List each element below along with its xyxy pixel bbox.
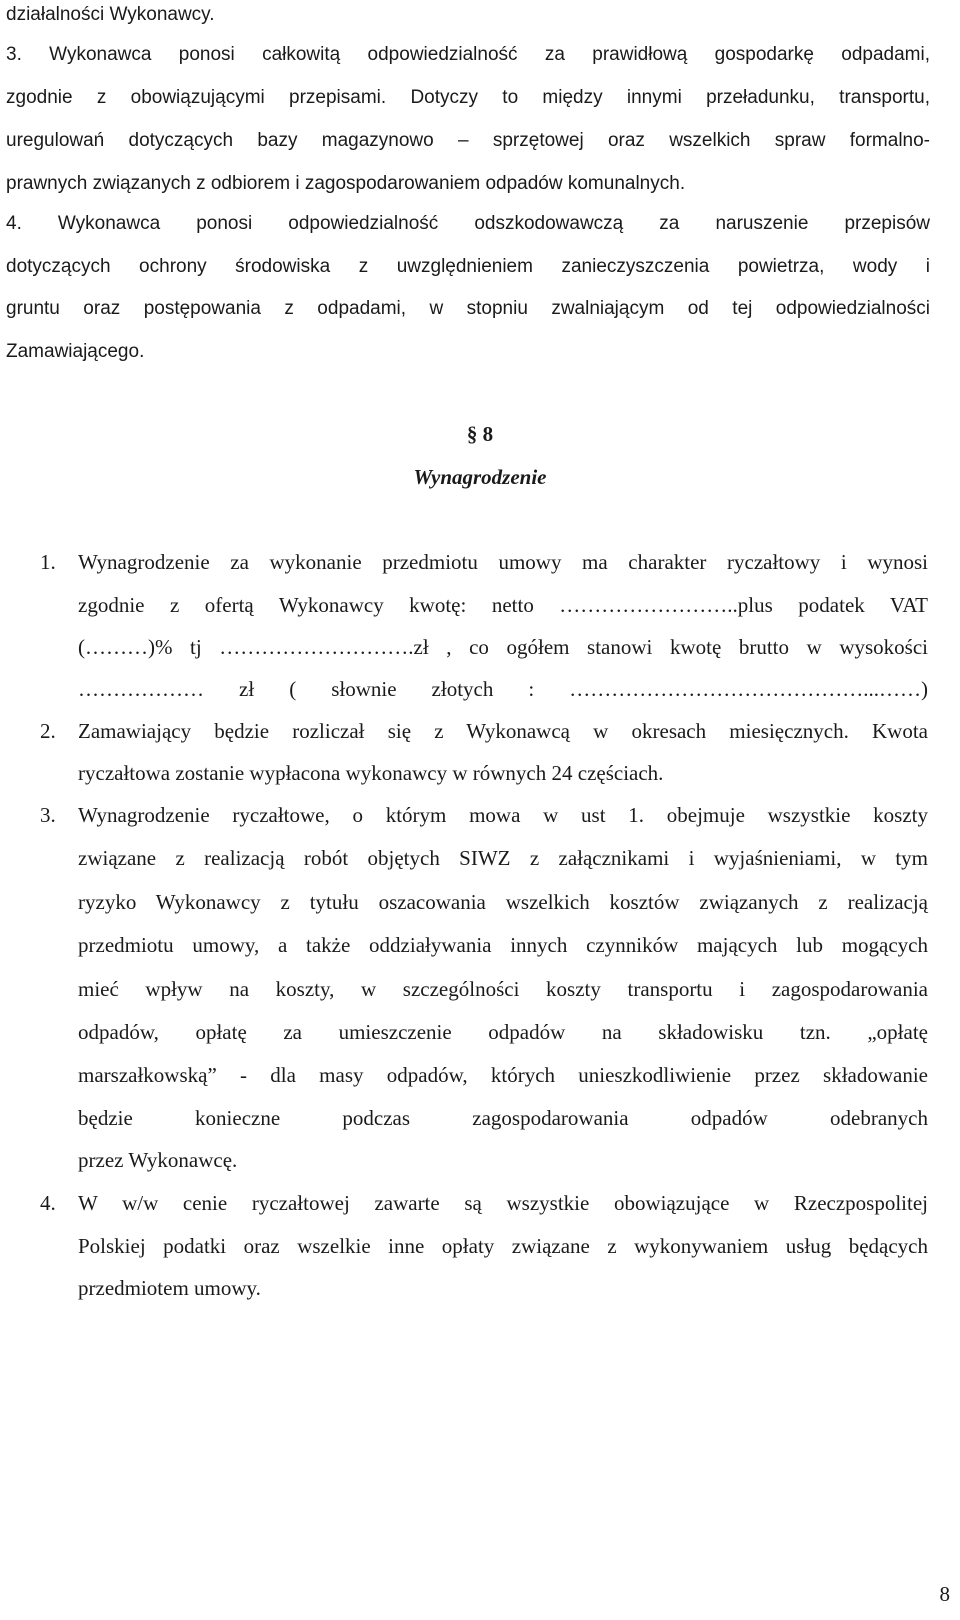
text-line: ……………… zł ( słownie złotych : ……………………………………...……) — [78, 677, 928, 701]
text-line: 3. Wykonawca ponosi całkowitą odpowiedzialność za prawidłową gospodarkę odpadami, — [6, 44, 930, 65]
text-line: zgodnie z ofertą Wykonawcy kwotę: netto ……………………..plus podatek VAT — [78, 593, 928, 617]
text-line: dotyczących ochrony środowiska z uwzględnieniem zanieczyszczenia powietrza, wody i — [6, 256, 930, 277]
text-line: przedmiotem umowy. — [78, 1276, 261, 1300]
text-line: ryzyko Wykonawcy z tytułu oszacowania wszelkich kosztów związanych z realizacją — [78, 890, 928, 914]
text-line: Wynagrodzenie ryczałtowe, o którym mowa w ust 1. obejmuje wszystkie koszty — [78, 803, 928, 827]
text-line: przedmiotu umowy, a także oddziaływania innych czynników mających lub mogących — [78, 933, 928, 957]
text-line: ryczałtowa zostanie wypłacona wykonawcy w równych 24 częściach. — [78, 761, 664, 785]
page-number: 8 — [939, 1582, 950, 1606]
text-line: W w/w cenie ryczałtowej zawarte są wszystkie obowiązujące w Rzeczpospolitej — [78, 1191, 928, 1215]
text-line: działalności Wykonawcy. — [6, 4, 215, 25]
text-line: 4. Wykonawca ponosi odpowiedzialność odszkodowawczą za naruszenie przepisów — [6, 213, 930, 234]
item-number: 4. — [40, 1191, 56, 1215]
section-title: Wynagrodzenie — [413, 465, 547, 489]
text-line: Polskiej podatki oraz wszelkie inne opłaty związane z wykonywaniem usług będących — [78, 1234, 928, 1258]
section-number: § 8 — [466, 422, 494, 446]
text-line: marszałkowską” - dla masy odpadów, których unieszkodliwienie przez składowanie — [78, 1063, 928, 1087]
text-line: mieć wpływ na koszty, w szczególności koszty transportu i zagospodarowania — [78, 977, 928, 1001]
text-line: (………)% tj ……………………….zł , co ogółem stanowi kwotę brutto w wysokości — [78, 635, 928, 659]
item-number: 2. — [40, 719, 56, 743]
text-line: będzie konieczne podczas zagospodarowania odpadów odebranych — [78, 1106, 928, 1130]
text-line: przez Wykonawcę. — [78, 1148, 238, 1172]
text-line: uregulowań dotyczących bazy magazynowo – sprzętowej oraz wszelkich spraw formalno- — [6, 130, 930, 151]
item-number: 1. — [40, 550, 56, 574]
text-line: Zamawiającego. — [6, 341, 145, 362]
item-number: 3. — [40, 803, 56, 827]
text-line: związane z realizacją robót objętych SIWZ z załącznikami i wyjaśnieniami, w tym — [78, 846, 928, 870]
text-line: prawnych związanych z odbiorem i zagospodarowaniem odpadów komunalnych. — [6, 173, 686, 194]
text-line: Zamawiający będzie rozliczał się z Wykonawcą w okresach miesięcznych. Kwota — [78, 719, 928, 743]
text-line: zgodnie z obowiązującymi przepisami. Dotyczy to między innymi przeładunku, transportu, — [6, 87, 930, 108]
text-line: Wynagrodzenie za wykonanie przedmiotu umowy ma charakter ryczałtowy i wynosi — [78, 550, 928, 574]
text-line: gruntu oraz postępowania z odpadami, w stopniu zwalniającym od tej odpowiedzialności — [6, 298, 930, 319]
text-line: odpadów, opłatę za umieszczenie odpadów na składowisku tzn. „opłatę — [78, 1020, 928, 1044]
